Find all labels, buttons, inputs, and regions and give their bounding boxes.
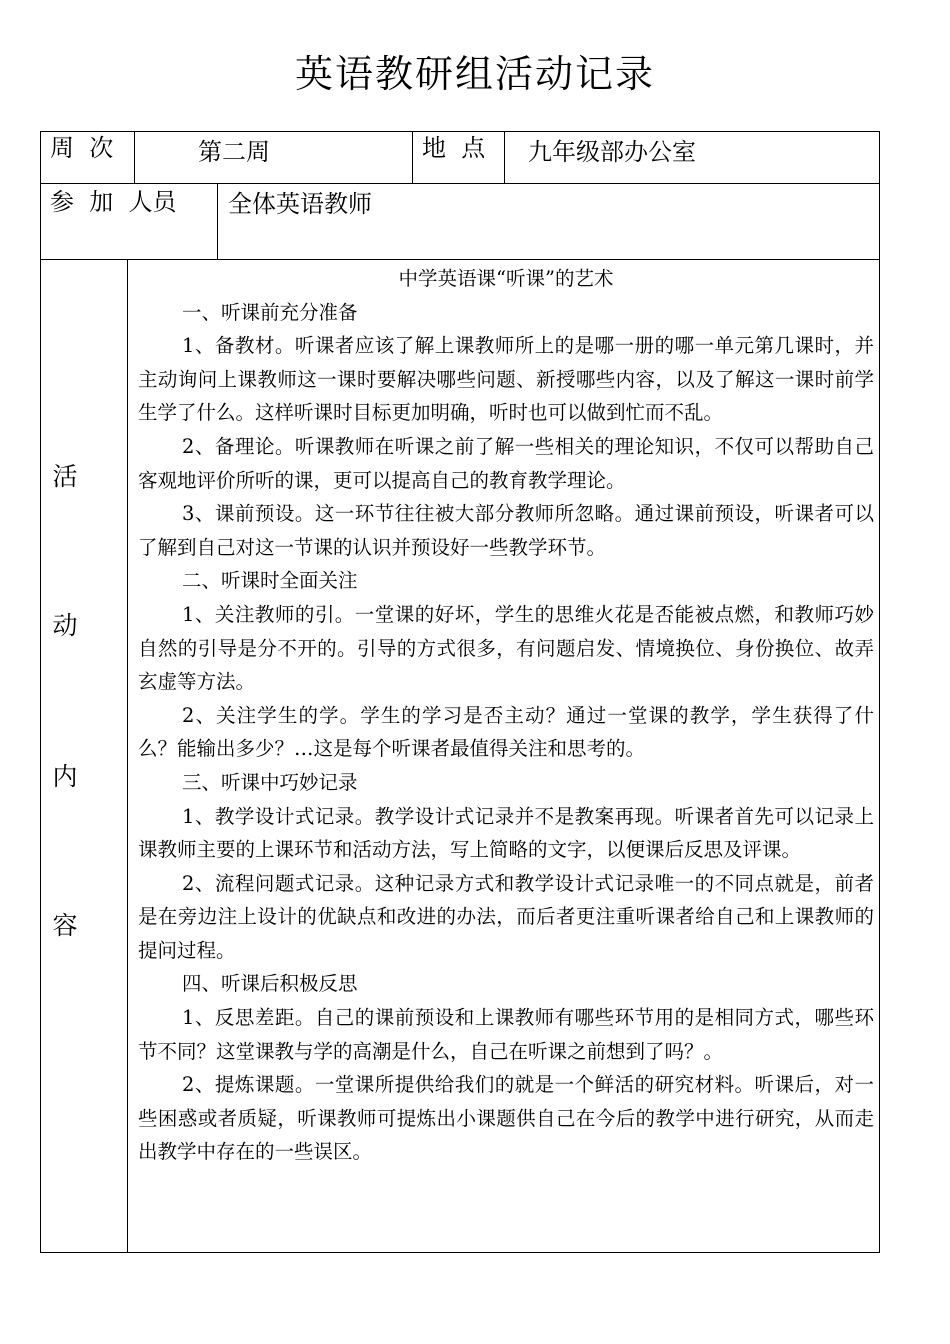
- paragraph: 1、关注教师的引。一堂课的好坏，学生的思维火花是否能被点燃，和教师巧妙自然的引导是分不开的。引导的方式很多，有问题启发、情境换位、身份换位、故弄玄虚等方法。: [138, 602, 874, 694]
- content-label-char-4: 容: [52, 911, 78, 940]
- paragraph: 2、关注学生的学。学生的学习是否主动？通过一堂课的教学，学生获得了什么？能输出多少？…这是每个听课者最值得关注和思考的。: [138, 703, 874, 761]
- location-value: 九年级部办公室: [528, 138, 696, 166]
- paragraph: 1、备教材。听课者应该了解上课教师所上的是哪一册的哪一单元第几课时，并主动询问上课教师这一课时要解决哪些问题、新授哪些内容，以及了解这一课时前学生学了什么。这样听课时目标更加明确，听时也可以做到忙而不乱。: [138, 334, 874, 425]
- paragraph: 3、课前预设。这一环节往往被大部分教师所忽略。通过课前预设，听课者可以了解到自己对这一节课的认识并预设好一些教学环节。: [138, 502, 874, 559]
- col-divider-week-value: [412, 131, 413, 184]
- content-label-char-3: 内: [52, 762, 78, 791]
- document-title: 英语教研组活动记录: [294, 52, 655, 96]
- week-label: 周 次: [50, 134, 114, 162]
- row-divider-2: [40, 259, 880, 260]
- week-value: 第二周: [198, 138, 270, 166]
- content-label-char-2: 动: [52, 611, 78, 640]
- content-label-char-1: 活: [52, 462, 78, 491]
- section-heading: 一、听课前充分准备: [182, 300, 358, 324]
- activity-content: [138, 262, 874, 1169]
- paragraph: 2、备理论。听课教师在听课之前了解一些相关的理论知识，不仅可以帮助自己客观地评价所听的课，更可以提高自己的教育教学理论。: [138, 434, 874, 492]
- section-heading: 三、听课中巧妙记录: [182, 770, 358, 794]
- location-label: 地 点: [422, 134, 486, 162]
- paragraph: 1、教学设计式记录。教学设计式记录并不是教案再现。听课者首先可以记录上课教师主要的上课环节和活动方法，写上简略的文字，以便课后反思及评课。: [138, 804, 874, 862]
- col-divider-week: [134, 131, 135, 184]
- participants-label: 参 加 人员: [50, 188, 177, 216]
- content-heading: 中学英语课“听课”的艺术: [398, 267, 614, 290]
- col-divider-location: [504, 131, 505, 184]
- section-heading: 四、听课后积极反思: [182, 972, 358, 996]
- paragraph: 2、提炼课题。一堂课所提供给我们的就是一个鲜活的研究材料。听课后，对一些困惑或者质疑，听课教师可提炼出小课题供自己在今后的教学中进行研究，从而走出教学中存在的一些误区。: [138, 1073, 874, 1164]
- participants-value: 全体英语教师: [228, 190, 372, 218]
- section-heading: 二、听课时全面关注: [182, 569, 358, 593]
- paragraph: 2、流程问题式记录。这种记录方式和教学设计式记录唯一的不同点就是，前者是在旁边注上设计的优缺点和改进的办法，而后者更注重听课者给自己和上课教师的提问过程。: [138, 871, 874, 962]
- paragraph: 1、反思差距。自己的课前预设和上课教师有哪些环节用的是相同方式，哪些环节不同？这堂课教与学的高潮是什么，自己在听课之前想到了吗？。: [138, 1006, 874, 1063]
- col-divider-participants: [217, 183, 218, 260]
- col-divider-content: [127, 259, 128, 1253]
